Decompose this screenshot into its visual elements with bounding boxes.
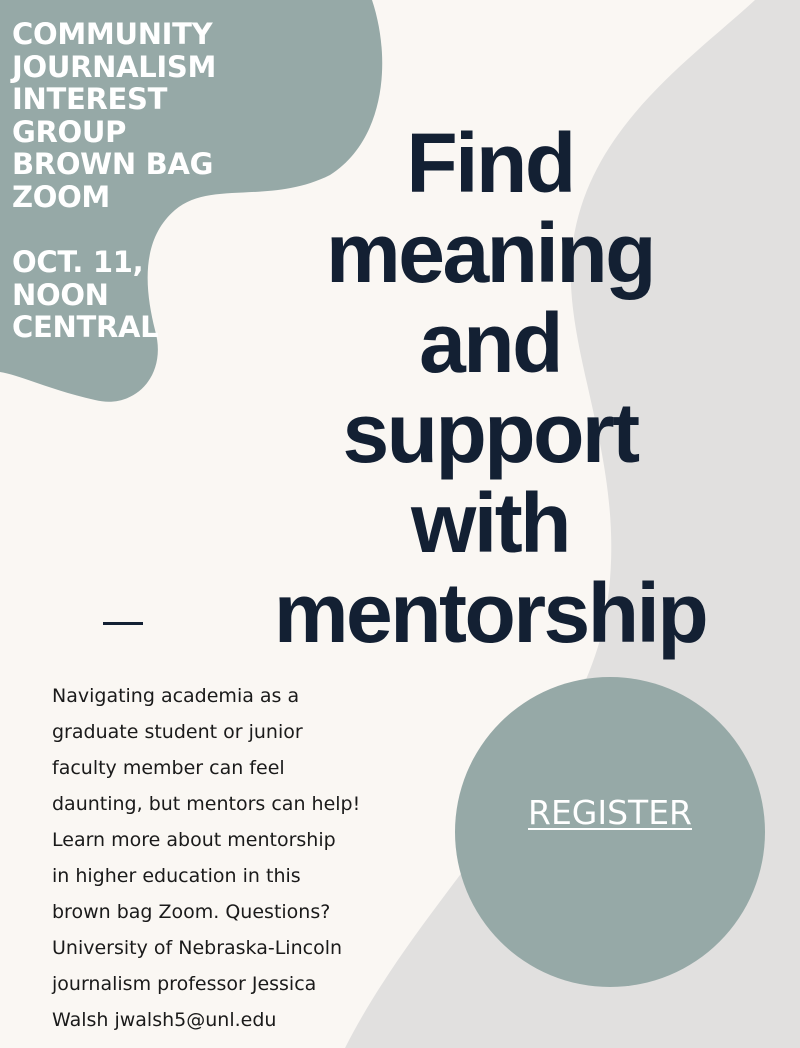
divider-dash xyxy=(103,622,143,625)
register-link[interactable]: REGISTER xyxy=(528,793,692,832)
event-group-title: COMMUNITY JOURNALISM INTEREST GROUP BROWN BAG ZOOM xyxy=(12,17,217,214)
description-text: Navigating academia as a graduate student or junior faculty member can feel daunting, but mentors can help! Learn more about mentorship in higher education in this brown bag Zoom. Questions? University of Nebraska-Lincoln journalism professor Jessica Walsh jwalsh5@unl.edu xyxy=(52,685,361,1031)
event-date-time: OCT. 11, NOON CENTRAL xyxy=(12,245,159,344)
headline: Find meaning and support with mentorship xyxy=(273,116,707,660)
register-circle xyxy=(455,677,765,987)
